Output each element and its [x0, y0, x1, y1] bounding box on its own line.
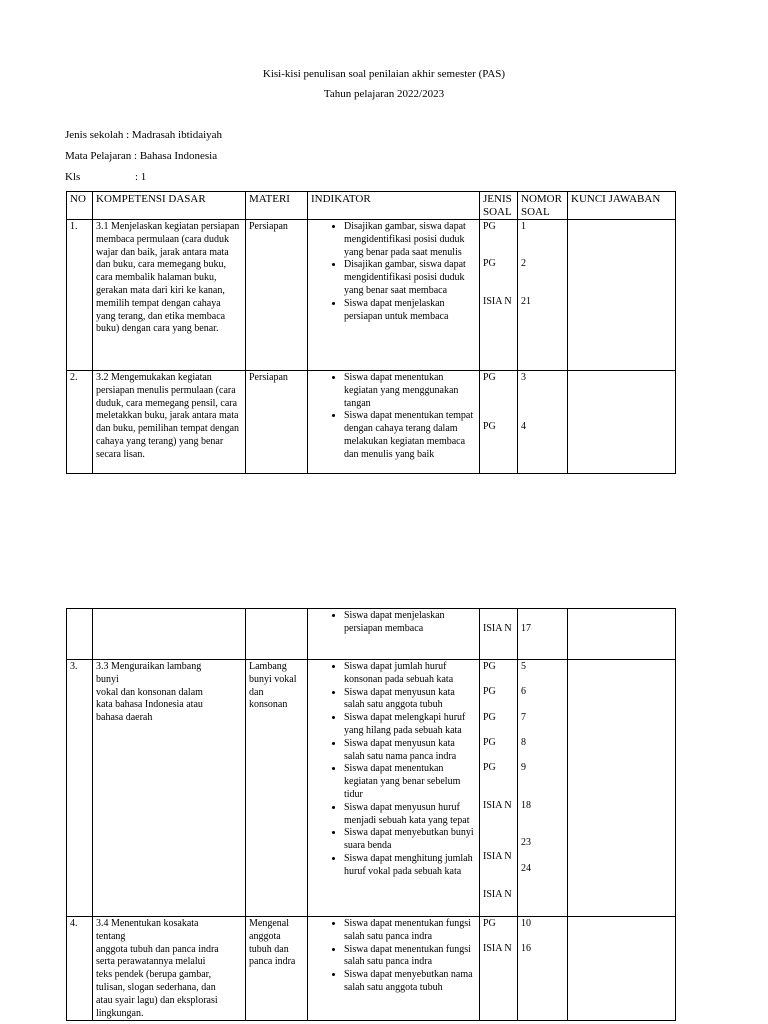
jenis-value: PG [483, 762, 496, 773]
row-jenis-soal [480, 371, 518, 474]
kompetensi-line: vokal dan konsonan dalam [96, 686, 203, 698]
nomor-value: 2 [521, 258, 526, 269]
row-no: 1. [67, 220, 93, 371]
table-row [67, 609, 676, 660]
table-row [67, 371, 676, 474]
kompetensi-line: bunyi [96, 673, 119, 685]
jenis-value: ISIA N [483, 800, 512, 811]
indikator-item: • Siswa dapat menentukan kegiatan yang menggunakan tangan [344, 372, 476, 410]
jenis-value: ISIA N [483, 943, 512, 954]
indikator-item: • Siswa dapat menyebutkan nama salah satu anggota tubuh [344, 969, 476, 995]
table-row [67, 917, 676, 1021]
row-no: 4. [67, 917, 93, 1021]
indikator-item: • Siswa dapat menyusun kata salah satu nama panca indra [344, 738, 476, 764]
class-value: : 1 [135, 171, 147, 183]
table-header-row [67, 192, 676, 220]
row-materi: Persiapan [246, 371, 308, 474]
row-no: 2. [67, 371, 93, 474]
jenis-value: PG [483, 737, 496, 748]
nomor-value: 8 [521, 737, 526, 748]
jenis-value: PG [483, 712, 496, 723]
nomor-value: 18 [521, 800, 531, 811]
jenis-value: PG [483, 421, 496, 432]
jenis-value: PG [483, 918, 496, 929]
indikator-item: • Siswa dapat menyebutkan bunyi suara benda [344, 827, 476, 853]
kisi-table-1 [66, 191, 676, 474]
nomor-value: 9 [521, 762, 526, 773]
subject: Mata Pelajaran : Bahasa Indonesia [65, 150, 218, 162]
col-kunci-jawaban: KUNCI JAWABAN [568, 192, 676, 220]
row-indikator [308, 660, 480, 917]
indikator-item: • Siswa dapat menyusun kata salah satu anggota tubuh [344, 687, 476, 713]
indikator-item: • Siswa dapat menentukan kegiatan yang benar sebelum tidur [344, 763, 476, 801]
indikator-item: • Siswa dapat jumlah huruf konsonan pada sebuah kata [344, 661, 476, 687]
table-row [67, 660, 676, 917]
nomor-value: 5 [521, 661, 526, 672]
nomor-value: 21 [521, 296, 531, 307]
row-nomor-soal [518, 660, 568, 917]
kompetensi-line: kata bahasa Indonesia atau [96, 699, 203, 711]
indikator-item: • Siswa dapat menjelaskan persiapan untuk membaca [344, 298, 476, 324]
col-no: NO [67, 192, 93, 220]
row-kunci-jawaban [568, 609, 676, 660]
indikator-item: • Siswa dapat menyusun huruf menjadi sebuah kata yang tepat [344, 802, 476, 828]
kompetensi-line: 3.3 Menguraikan lambang [96, 661, 202, 672]
row-nomor-soal [518, 371, 568, 474]
kompetensi-line: bahasa daerah [96, 712, 153, 724]
row-nomor-soal [518, 917, 568, 1021]
kompetensi-line: lingkungan. [96, 1007, 144, 1019]
indikator-item: • Disajikan gambar, siswa dapat mengidentifikasi posisi duduk yang benar pada saat menulis [344, 221, 476, 259]
document-title: Kisi-kisi penulisan soal penilaian akhir semester (PAS) [262, 68, 506, 80]
row-kompetensi [93, 917, 246, 1021]
row-nomor-soal [518, 609, 568, 660]
nomor-value: 23 [521, 837, 531, 848]
row-no: 3. [67, 660, 93, 917]
class-label: Kls [65, 171, 81, 183]
jenis-value: PG [483, 258, 496, 269]
jenis-value: ISIA N [483, 851, 512, 862]
kompetensi-line: serta perawatannya melalui [96, 956, 206, 968]
table-row [67, 220, 676, 371]
jenis-value: PG [483, 686, 496, 697]
indikator-item: • Disajikan gambar, siswa dapat mengidentifikasi posisi duduk yang benar saat membaca [344, 259, 476, 297]
row-materi: Mengenal anggota tubuh dan panca indra [246, 917, 308, 1021]
kompetensi-line: 3.4 Menentukan kosakata [96, 918, 199, 929]
indikator-item: • Siswa dapat menentukan fungsi salah satu panca indra [344, 918, 476, 944]
row-materi: Lambang bunyi vokal dan konsonan [246, 660, 308, 917]
nomor-value: 17 [521, 623, 531, 634]
row-indikator [308, 371, 480, 474]
jenis-value: ISIA N [483, 623, 512, 634]
row-jenis-soal [480, 220, 518, 371]
row-indikator [308, 917, 480, 1021]
jenis-value: PG [483, 372, 496, 383]
nomor-value: 6 [521, 686, 526, 697]
nomor-value: 7 [521, 712, 526, 723]
row-kompetensi: 3.2 Mengemukakan kegiatan persiapan menulis permulaan (cara duduk, cara memegang pensil, cara meletakkan buku, jarak antara mata dan buku, pemilihan tempat dengan cahaya yang terang) yang benar secara lisan. [93, 371, 246, 474]
nomor-value: 4 [521, 421, 526, 432]
row-indikator [308, 609, 480, 660]
jenis-value: PG [483, 661, 496, 672]
kompetensi-line: anggota tubuh dan panca indra [96, 943, 219, 955]
nomor-value: 1 [521, 221, 526, 232]
nomor-value: 16 [521, 943, 531, 954]
kisi-table-2 [66, 608, 676, 1021]
indikator-item: • Siswa dapat menentukan fungsi salah satu panca indra [344, 944, 476, 970]
kompetensi-line: atau syair lagu) dan eksplorasi [96, 994, 218, 1006]
nomor-value: 24 [521, 863, 531, 874]
col-materi: MATERI [246, 192, 308, 220]
school-year: Tahun pelajaran 2022/2023 [323, 88, 445, 100]
row-kompetensi [93, 609, 246, 660]
nomor-value: 3 [521, 372, 526, 383]
row-kunci-jawaban [568, 660, 676, 917]
kompetensi-line: tentang [96, 930, 126, 942]
row-kunci-jawaban [568, 917, 676, 1021]
kompetensi-line: tulisan, slogan sederhana, dan [96, 981, 216, 993]
indikator-item: • Siswa dapat menghitung jumlah huruf vokal pada sebuah kata [344, 853, 476, 879]
row-materi: Persiapan [246, 220, 308, 371]
row-kunci-jawaban [568, 220, 676, 371]
row-kompetensi [93, 660, 246, 917]
jenis-value: ISIA N [483, 889, 512, 900]
row-materi [246, 609, 308, 660]
jenis-value: PG [483, 221, 496, 232]
school-type: Jenis sekolah : Madrasah ibtidaiyah [65, 129, 223, 141]
indikator-item: • Siswa dapat menjelaskan persiapan membaca [344, 610, 476, 636]
row-kunci-jawaban [568, 371, 676, 474]
col-jenis-soal: JENIS SOAL [480, 192, 518, 220]
row-jenis-soal [480, 660, 518, 917]
nomor-value: 10 [521, 918, 531, 929]
row-jenis-soal [480, 917, 518, 1021]
row-kompetensi: 3.1 Menjelaskan kegiatan persiapan membaca permulaan (cara duduk wajar dan baik, jarak antara mata dan buku, cara memegang buku, cara membalik halaman buku, gerakan mata dari kiri ke kanan, memilih tempat dengan cahaya yang terang, dan etika membaca buku) dengan cara yang benar. [93, 220, 246, 371]
jenis-value: ISIA N [483, 296, 512, 307]
indikator-item: • Siswa dapat menentukan tempat dengan cahaya terang dalam melakukan kegiatan membaca dan menulis yang baik [344, 410, 476, 461]
row-indikator [308, 220, 480, 371]
row-jenis-soal [480, 609, 518, 660]
kompetensi-line: teks pendek (berupa gambar, [96, 969, 212, 981]
col-kompetensi: KOMPETENSI DASAR [93, 192, 246, 220]
indikator-item: • Siswa dapat melengkapi huruf yang hilang pada sebuah kata [344, 712, 476, 738]
row-no [67, 609, 93, 660]
col-indikator: INDIKATOR [308, 192, 480, 220]
row-nomor-soal [518, 220, 568, 371]
col-nomor-soal: NOMOR SOAL [518, 192, 568, 220]
